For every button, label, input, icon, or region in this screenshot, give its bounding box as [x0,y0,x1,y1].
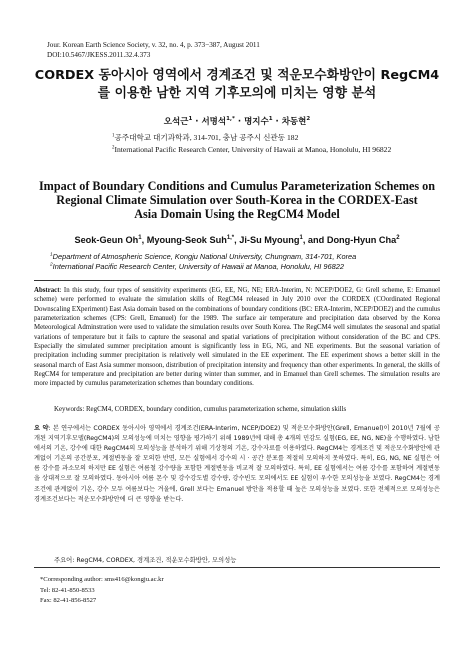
korean-authors [30,115,444,127]
english-title-line: Impact of Boundary Conditions and Cumulus Parameterization Schemes on [38,179,436,193]
affiliation-line [112,132,442,144]
author-sup: 1 [138,234,142,241]
korean-title-line: CORDEX 동아시아 영역에서 경계조건 및 적운모수화방안이 RegCM4 [34,68,440,83]
author-separator: · [192,117,202,127]
author-separator: · [234,117,245,127]
korean-keywords-label: 주요어 [54,557,73,564]
keywords [54,405,444,414]
abstract-text: : In this study, four types of sensitivity experiments (EG, EE, NG, NE; ERA-Interim, N: NCEP/DOE2, G: Grell scheme, E: Emanuel scheme) were performed to evaluate the simulation skills of RegCM4 released in July 2010 over the CORDEX (COordinated Regional Downscaling EXperiment) East Asia domain based on the combinations of boundary conditions (BC: ERA-Interim, NCEP/DOE2) and the cumulus parameterization schemes (CPS: Grell, Emanuel) for the 1989. The surface air temperature and precipitation data observed by the Korea Meteorological Adminstration were used to validate the simulation results over South Korea. The RegCM4 well simulates the seasonal and spatial variations of temperature but it fails to capture the seasonal and spatial variations of precipitation without consideration of the BC and CPS. Especially the simulated summer precipitation amount is significantly less in EG, NG, and NE experiments. But the seasonal variation of precipitation including summer precipitation is relatively well simulated in the EE experiment. The EE experiment shows a better skill in the seasonal march of East Asia summer monsoon, distribution of precipitation intensity and frequency than other experiments. In general, the skills of RegCM4 for temperature and precipitation are better during winter than summer, and in Emanuel than Grell schemes. The simulation results are more impacted by cumulus parameterization schemes than boundary conditions. [34,287,440,388]
affiliation-line [112,144,442,156]
affiliation-text: International Pacific Research Center, University of Hawaii at Manoa, Honolulu, HI 96822 [114,145,392,154]
keywords-label: Keywords [54,406,83,413]
author-name: 서명석 [201,117,227,127]
abstract [34,286,440,389]
author-sup: 1,* [226,116,235,123]
journal-citation [47,40,427,60]
affiliation-line [50,262,450,272]
english-authors [30,235,444,245]
affiliation-text: Department of Atmospheric Science, Kongju National University, Chungnam, 314-701, Korea [52,252,357,261]
author-separator: , and [302,235,327,245]
fax: Fax: 82-41-856-8527 [40,597,97,604]
korean-abstract-text: : 본 연구에서는 CORDEX 동아시아 영역에서 경계조건(ERA-Interim, NCEP/DOE2) 및 적운모수화방안(Grell, Emanuel)이 2010년 7월에 공개된 지역기후모델(RegCM4)의 모의성능에 미치는 영향을 평가하기 위해 1989년에 대해 총 4개의 민감도 실험(EG, EE, NG, NE)을 수행하였다. 남한에서의 기온, 강수에 대한 RegCM4의 모의성능을 분석하기 위해 기상청의 기온, 강수자료를 이용하였다. RegCM4는 경계조건 및 적운모수화방안에 관계없이 기온의 공간분포, 계절변동을 잘 모의한 반면, 모든 실험에서 강수의 시 · 공간 분포를 적절히 모의하지 못하였다. 특히, EG, NG, NE 실험은 여름 강수를 과소모의 하지만 EE 실험은 여름철 강수량을 포함한 계절변동을 비교적 잘 모의하였다. 특히, EE 실험에서는 여름 강수를 포함하여 계절변동을 상대적으로 잘 모의하였다. 동아시아 여름 몬수 및 강수강도별 강수량, 강수빈도 모의에서도 EE 실험이 우수한 모의성능을 보였다. RegCM4는 경계조건에 관계없이 기온, 강수 모두 여름보다는 겨울에, Grell 보다는 Emanuel 방안을 적용할 때 높은 모의성능을 보였다. 또한 전체적으로 모의성능은 경계조건보다는 적운모수화방안에 더 큰 영향을 받는다. [34,425,441,503]
author-sup: 2 [306,116,311,123]
telephone: Tel: 82-41-850-8533 [40,586,95,594]
english-title [34,180,440,221]
journal-line: Jour. Korean Earth Science Society, v. 32, no. 4, p. 373−387, August 2011 [47,41,260,49]
affiliation-sup: 2 [50,262,53,268]
author-name: Dong-Hyun Cha [326,235,397,245]
affiliation-sup: 2 [112,145,115,151]
author-name: 오석근 [163,117,189,127]
affiliation-sup: 1 [112,133,115,139]
english-title-line: Asia Domain Using the RegCM4 Model [134,206,340,221]
affiliation-text: 공주대학교 대기과학과, 314-701, 충남 공주시 신관동 182 [114,133,299,142]
author-sup: 1 [299,234,303,241]
author-separator: , [234,235,240,245]
corresponding-email: *Corresponding author: sms416@kongju.ac.kr [40,576,164,583]
abstract-bottom-rule [34,567,440,568]
author-sup: 2 [396,234,400,241]
corresponding-author-footnote [40,575,340,607]
korean-abstract-label: 요 약 [34,425,49,432]
author-name: 명지수 [244,117,269,127]
korean-keywords [54,555,444,564]
english-affiliations [50,252,450,272]
korean-title [30,67,444,103]
author-sup: 1 [268,116,273,123]
author-separator: · [272,117,282,127]
english-title-line: Regional Climate Simulation over South-Korea in the CORDEX-East [56,192,418,207]
affiliation-line [50,252,450,262]
abstract-label: Abstract [34,287,60,294]
korean-keywords-text: : RegCM4, CORDEX, 경계조건, 적운모수화방안, 모의성능 [72,557,237,564]
abstract-top-rule [34,280,440,281]
affiliation-sup: 1 [50,252,53,258]
keywords-text: : RegCM4, CORDEX, boundary condition, cumulus parameterization scheme, simulation skills [82,406,347,413]
korean-abstract [34,424,440,505]
korean-affiliations [112,132,442,156]
author-name: Ji-Su Myoung [239,235,300,245]
author-name: Myoung-Seok Suh [146,235,227,245]
affiliation-text: International Pacific Research Center, University of Hawaii at Manoa, Honolulu, HI 96822 [52,262,344,271]
author-separator: , [141,235,147,245]
doi-line: DOI:10.5467/JKESS.2011.32.4.373 [47,51,151,59]
author-name: Seok-Geun Oh [74,235,139,245]
author-sup: 1,* [226,234,235,241]
author-name: 차동현 [281,117,307,127]
korean-title-line: 를 이용한 남한 지역 기후모의에 미치는 영향 분석 [97,86,377,101]
author-sup: 1 [188,116,193,123]
